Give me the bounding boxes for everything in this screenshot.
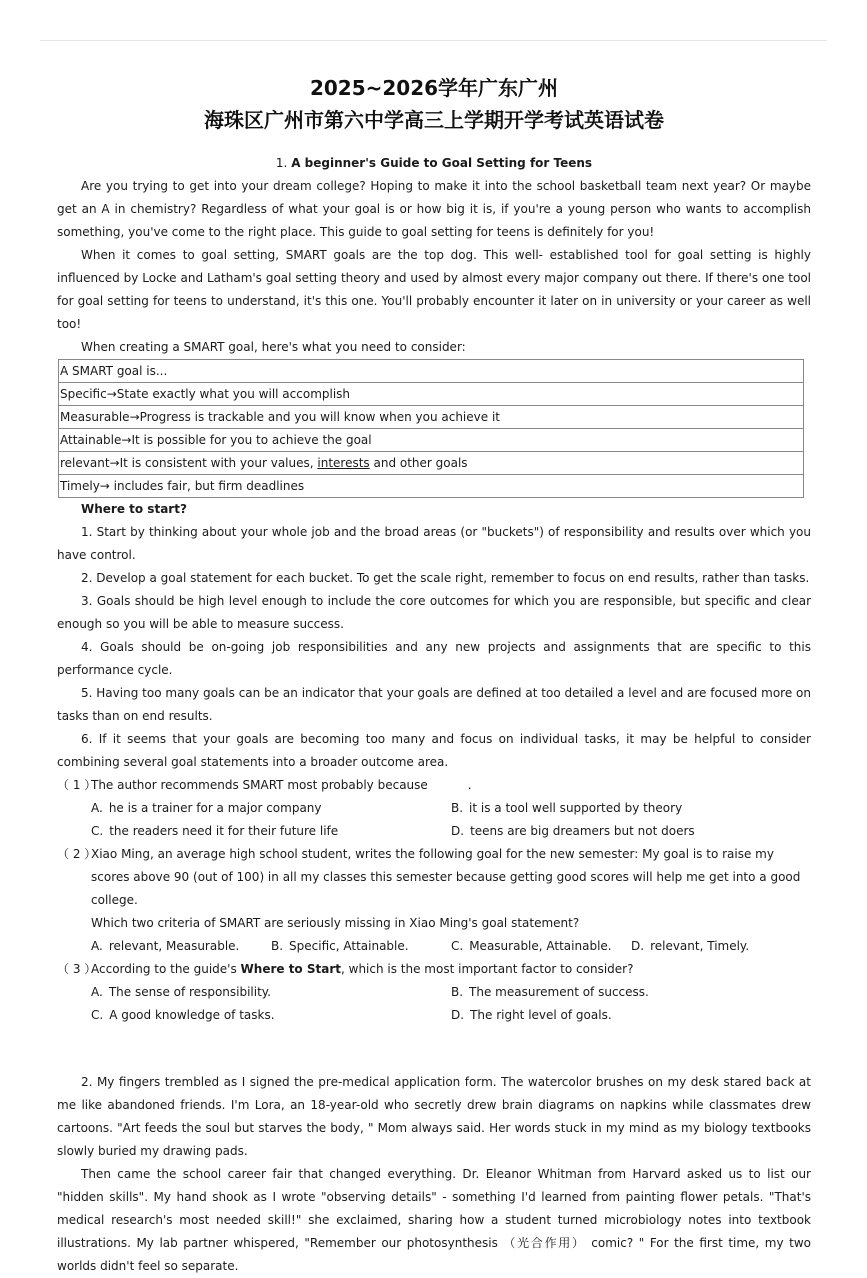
table-cell: Attainable→It is possible for you to achieve the goal xyxy=(59,429,804,452)
table-row xyxy=(59,452,804,475)
question-number: （ 3 ） xyxy=(57,962,97,976)
option-d[interactable]: D. teens are big dreamers but not doers xyxy=(451,824,695,838)
table-row xyxy=(59,360,804,383)
option-c[interactable]: C. the readers need it for their future life xyxy=(91,824,339,838)
step-item: 6. If it seems that your goals are becoming too many and focus on individual tasks, it may be helpful to consider combining several goal statements into a broader outcome area. xyxy=(57,732,811,769)
question-number: （ 2 ） xyxy=(57,847,97,861)
interests-underlined: interests xyxy=(317,456,370,470)
option-b[interactable]: B. it is a tool well supported by theory xyxy=(451,801,683,815)
option-b[interactable]: B. Specific, Attainable. xyxy=(271,939,409,953)
passage1-number: 1. xyxy=(275,156,288,170)
question-stem: The author recommends SMART most probably because xyxy=(91,778,428,792)
table-row xyxy=(59,429,804,452)
relevant-prefix: relevant→It is consistent with your values, xyxy=(60,456,318,470)
question-1 xyxy=(57,774,811,797)
option-d[interactable]: D. relevant, Timely. xyxy=(631,939,750,953)
relevant-suffix: and other goals xyxy=(369,456,468,470)
question-1-options xyxy=(57,797,811,843)
passage1-paragraph: When it comes to goal setting, SMART goals are the top dog. This well- established tool for goal setting is highly influenced by Locke and Latham's goal setting theory and used by almost every major company out there. If there's one tool for goal setting for teens to understand, it's this one. You'll probably encounter it later on in university or your career as well too! xyxy=(57,248,811,331)
table-cell xyxy=(59,452,804,475)
question-stem-prefix: According to the guide's xyxy=(91,962,241,976)
option-c[interactable]: C. Measurable, Attainable. xyxy=(451,939,612,953)
option-c[interactable]: C. A good knowledge of tasks. xyxy=(91,1008,275,1022)
passage1-title: A beginner's Guide to Goal Setting for Teens xyxy=(291,156,593,170)
exam-page xyxy=(57,72,811,1278)
step-item: 2. Develop a goal statement for each bucket. To get the scale right, remember to focus on end results, rather than tasks. xyxy=(81,571,810,585)
option-a[interactable]: A. he is a trainer for a major company xyxy=(91,801,322,815)
section-gap xyxy=(57,1027,811,1071)
step-item: 3. Goals should be high level enough to include the core outcomes for which you are responsible, but specific and clear enough so you will be able to measure success. xyxy=(57,594,811,631)
option-a[interactable]: A. relevant, Measurable. xyxy=(91,939,240,953)
smart-table xyxy=(58,359,804,498)
where-to-start-heading: Where to start? xyxy=(81,502,187,516)
question-stem-suffix: , which is the most important factor to consider? xyxy=(341,962,634,976)
question-stem: Xiao Ming, an average high school student, writes the following goal for the new semester: My goal is to raise my scores above 90 (out of 100) in all my classes this semester because getting good scores will help me get into a good college. xyxy=(91,847,801,907)
question-2 xyxy=(57,843,811,935)
passage1-paragraph: Are you trying to get into your dream college? Hoping to make it into the school basketball team next year? Or maybe get an A in chemistry? Regardless of what your goal is or how big it is, if you're a young person who wants to accomplish something, you've come to the right place. This guide to goal setting for teens is definitely for you! xyxy=(57,179,811,239)
top-divider xyxy=(40,40,827,41)
question-stem-2: Which two criteria of SMART are seriously missing in Xiao Ming's goal statement? xyxy=(91,916,580,930)
table-row xyxy=(59,383,804,406)
question-2-options xyxy=(57,935,811,958)
question-stem-bold: Where to Start xyxy=(240,962,341,976)
table-cell: A SMART goal is... xyxy=(59,360,804,383)
step-item: 4. Goals should be on-going job responsibilities and any new projects and assignments that are specific to this performance cycle. xyxy=(57,640,811,677)
passage2-paragraph: 2. My fingers trembled as I signed the pre-medical application form. The watercolor brushes on my desk stared back at me like abandoned friends. I'm Lora, an 18-year-old who secretly drew brain diagrams on napkins while classmates drew cartoons. "Art feeds the soul but starves the body, " Mom always said. Her words stuck in my mind as my biology textbooks slowly buried my drawing pads. xyxy=(57,1075,811,1158)
passage1-heading xyxy=(57,152,811,175)
exam-title-line2: 海珠区广州市第六中学高三上学期开学考试英语试卷 xyxy=(204,108,664,132)
table-cell: Timely→ includes fair, but firm deadlines xyxy=(59,475,804,498)
table-row xyxy=(59,406,804,429)
passage1-paragraph: When creating a SMART goal, here's what you need to consider: xyxy=(81,340,466,354)
step-item: 1. Start by thinking about your whole job and the broad areas (or "buckets") of responsibility and results over which you have control. xyxy=(57,525,811,562)
table-cell: Specific→State exactly what you will accomplish xyxy=(59,383,804,406)
exam-title-line1: 2025~2026学年广东广州 xyxy=(309,76,559,100)
question-number: （ 1 ） xyxy=(57,778,97,792)
question-stem-end: . xyxy=(467,778,472,792)
option-d[interactable]: D. The right level of goals. xyxy=(451,1008,612,1022)
option-b[interactable]: B. The measurement of success. xyxy=(451,985,649,999)
passage2-paragraph: Then came the school career fair that changed everything. Dr. Eleanor Whitman from Harvard asked us to list our "hidden skills". My hand shook as I wrote "observing details" - something I'd learned from painting flower petals. "That's medical research's most needed skill!" she exclaimed, sharing how a student turned microbiology notes into textbook illustrations. My lab partner whispered, "Remember our photosynthesis （光合作用） comic? " For the first time, my two worlds didn't feel so separate. xyxy=(57,1167,811,1273)
question-3 xyxy=(57,958,811,981)
table-row xyxy=(59,475,804,498)
option-a[interactable]: A. The sense of responsibility. xyxy=(91,985,271,999)
table-cell: Measurable→Progress is trackable and you will know when you achieve it xyxy=(59,406,804,429)
question-3-options xyxy=(57,981,811,1027)
step-item: 5. Having too many goals can be an indicator that your goals are defined at too detailed a level and are focused more on tasks than on end results. xyxy=(57,686,811,723)
